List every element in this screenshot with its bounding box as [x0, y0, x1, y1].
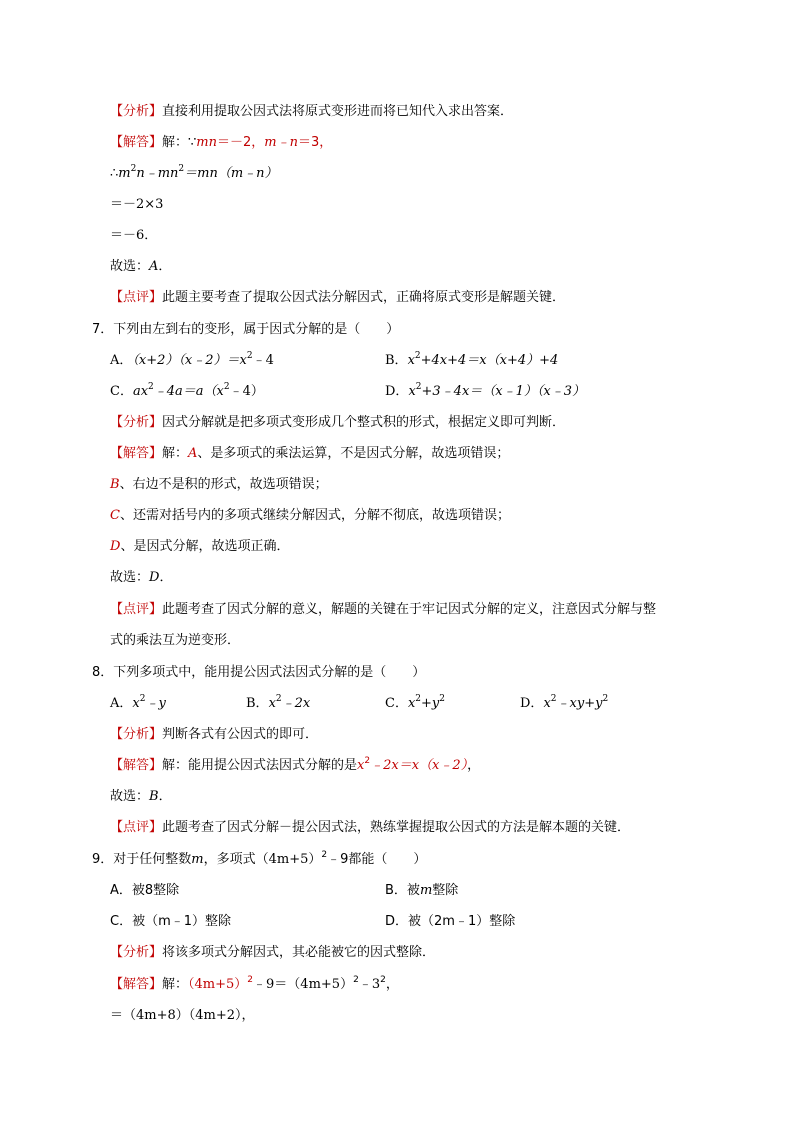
- analysis-tag: 【分析】: [110, 945, 163, 960]
- choice-letter: A: [149, 259, 159, 274]
- q6-review: [110, 289, 565, 307]
- option-sup2: 2: [439, 693, 446, 704]
- answer-text: 、右边不是积的形式，故选项错误；: [119, 477, 328, 492]
- analysis-text: 判断各式有公因式的即可．: [162, 727, 319, 742]
- analysis-tag: 【分析】: [110, 727, 163, 742]
- option-label: A．: [110, 696, 133, 711]
- q9-option-d: [385, 913, 515, 931]
- analysis-text: 因式分解就是把多项式变形成几个整式积的形式，根据定义即可判断．: [162, 415, 566, 430]
- answer-tag: 【解答】: [110, 758, 163, 773]
- q8-choice: [110, 788, 172, 806]
- option-text: （x+2）（x﹣2）＝x: [132, 353, 247, 368]
- choice-end: ．: [159, 570, 173, 585]
- cond-1-var: mn: [196, 135, 217, 150]
- option-sup: 2: [414, 350, 421, 361]
- q7-stem: 7．下列由左到右的变形，属于因式分解的是（ ）: [92, 322, 400, 337]
- choice-prefix: 故选：: [110, 570, 150, 585]
- q7-option-a: [110, 352, 274, 370]
- option-text: x: [132, 696, 140, 711]
- option-text: x: [268, 696, 276, 711]
- review-tag: 【点评】: [110, 290, 163, 305]
- answer-expr-b: ﹣9＝（4m+5）: [253, 977, 354, 992]
- q7-review: [110, 601, 656, 619]
- q7-option-b: [385, 352, 558, 370]
- option-text-b: 整除: [432, 883, 459, 898]
- q6-answer: [110, 134, 332, 152]
- answer-prefix: 解：能用提公因式法因式分解的是: [162, 758, 358, 773]
- q6-step-3: ＝－6．: [110, 228, 158, 243]
- step-1-sup: 2: [130, 163, 137, 174]
- option-text: ax: [132, 384, 149, 399]
- review-tag: 【点评】: [110, 602, 163, 617]
- step-1-prefix: ∴: [110, 166, 119, 181]
- step-1-a: m: [118, 166, 131, 181]
- q9-answer: [110, 976, 399, 994]
- option-text: x: [407, 696, 416, 711]
- q8-option-b: [246, 695, 310, 713]
- choice-prefix: 故选：: [110, 259, 150, 274]
- analysis-tag: 【分析】: [110, 415, 163, 430]
- q8-option-a: [110, 695, 166, 713]
- stem-a: 9．对于任何整数: [92, 852, 192, 867]
- cond-1-rest: ＝－2，: [217, 135, 265, 150]
- stem-c: ﹣9都能（ ）: [327, 852, 427, 867]
- stem-var: m: [191, 852, 204, 867]
- q9-stem: [92, 851, 426, 869]
- option-var: m: [419, 883, 433, 898]
- answer-expr-sup: 2: [364, 755, 371, 766]
- q8-stem: 8．下列多项式中，能用提公因式法因式分解的是（ ）: [92, 665, 426, 680]
- answer-letter: B: [110, 477, 120, 492]
- q7-answer-line-4: [110, 538, 289, 556]
- q6-choice: [110, 258, 171, 276]
- option-tail: +3﹣4x＝（x﹣1）（x﹣3）: [421, 384, 585, 399]
- option-mid: ﹣4a＝a（x: [153, 384, 224, 399]
- q8-review: [110, 819, 630, 837]
- q8-analysis: [110, 726, 318, 744]
- answer-letter: C: [110, 508, 120, 523]
- answer-text: 、是因式分解，故选项正确．: [120, 539, 290, 554]
- option-text: 被8整除: [131, 883, 180, 898]
- option-text: x: [543, 696, 551, 711]
- q8-option-d: [520, 695, 608, 713]
- option-text: x: [407, 353, 415, 368]
- answer-expr-sup: 2: [247, 974, 254, 985]
- option-sup: 2: [275, 693, 282, 704]
- answer-expr-sup2: 2: [353, 974, 359, 985]
- answer-expr-a: x: [357, 758, 365, 773]
- answer-expr-c: ﹣3: [358, 977, 381, 992]
- cond-2-rest: ＝3，: [297, 135, 333, 150]
- option-label: B．: [385, 353, 408, 368]
- option-label: A．: [110, 883, 132, 898]
- choice-letter: B: [149, 789, 159, 804]
- option-label: D．: [385, 384, 409, 399]
- option-sup2: 2: [223, 381, 230, 392]
- answer-letter: D: [110, 539, 121, 554]
- option-text: 被（2m﹣1）整除: [408, 914, 516, 929]
- review-text: 此题考查了因式分解－提公因式法，熟练掌握提取公因式的方法是解本题的关键．: [162, 820, 631, 835]
- q6-step-1: [110, 165, 278, 183]
- answer-text: 、还需对括号内的多项式继续分解因式，分解不彻底，故选项错误；: [119, 508, 510, 523]
- q6-analysis: [110, 103, 513, 121]
- q9-option-b: [385, 882, 458, 900]
- q7-review-cont: 式的乘法互为逆变形．: [110, 633, 241, 648]
- option-label: D．: [385, 914, 409, 929]
- option-sup: 2: [148, 381, 154, 392]
- answer-prefix: 解：: [162, 446, 189, 461]
- answer-letter: A: [188, 446, 198, 461]
- q9-option-c: [110, 913, 231, 931]
- q7-analysis: [110, 414, 565, 432]
- option-mid: +y: [421, 696, 440, 711]
- answer-tag: 【解答】: [110, 977, 163, 992]
- q7-option-d: [385, 383, 585, 401]
- review-text-1: 此题考查了因式分解的意义，解题的关键在于牢记因式分解的定义，注意因式分解与整: [162, 602, 657, 617]
- option-label: D．: [520, 696, 544, 711]
- option-label: C．: [385, 696, 408, 711]
- review-text: 此题主要考查了提取公因式法分解因式，正确将原式变形是解题关键．: [162, 290, 566, 305]
- option-tail: +4x+4＝x（x+4）+4: [420, 353, 559, 368]
- option-tail: ﹣y: [145, 696, 166, 711]
- option-label: B．: [246, 696, 269, 711]
- q9-option-a: [110, 882, 179, 900]
- answer-expr-a: （4m+5）: [188, 977, 248, 992]
- step-1-c: ＝mn（m﹣n）: [184, 166, 278, 181]
- q7-answer-line-1: [110, 445, 509, 463]
- analysis-text: 直接利用提取公因式法将原式变形进而将已知代入求出答案．: [162, 104, 514, 119]
- option-tail: ﹣2x: [281, 696, 311, 711]
- option-label: A．: [110, 353, 133, 368]
- answer-end: ，: [467, 758, 481, 773]
- option-sup2: 2: [602, 693, 609, 704]
- step-1-sup2: 2: [178, 163, 185, 174]
- answer-prefix: 解：∵: [162, 135, 197, 150]
- answer-end: ，: [385, 977, 399, 992]
- q7-answer-line-3: [110, 507, 510, 525]
- cond-2: m﹣n: [264, 135, 298, 150]
- answer-tag: 【解答】: [110, 135, 163, 150]
- option-sup: 2: [550, 693, 557, 704]
- choice-prefix: 故选：: [110, 789, 150, 804]
- answer-text: 、是多项式的乘法运算，不是因式分解，故选项错误；: [197, 446, 510, 461]
- option-label: C．: [110, 914, 133, 929]
- answer-prefix: 解：: [162, 977, 189, 992]
- review-tag: 【点评】: [110, 820, 163, 835]
- option-label: B．: [385, 883, 407, 898]
- q9-step-2: ＝（4m+8）（4m+2），: [110, 1008, 255, 1023]
- option-label: C．: [110, 384, 133, 399]
- choice-end: ．: [158, 789, 172, 804]
- q8-option-c: [385, 695, 445, 713]
- option-text: x: [408, 384, 416, 399]
- analysis-tag: 【分析】: [110, 104, 163, 119]
- option-sup: 2: [246, 350, 253, 361]
- option-text-a: 被: [406, 883, 420, 898]
- q6-step-2: ＝－2×3: [110, 197, 164, 212]
- option-sup: 2: [415, 381, 422, 392]
- q9-analysis: [110, 944, 435, 962]
- option-tail: ﹣4: [252, 353, 274, 368]
- option-sup: 2: [415, 693, 422, 704]
- stem-b: ，多项式（4m+5）: [203, 852, 322, 867]
- step-1-b: n﹣mn: [136, 166, 179, 181]
- answer-expr-sup3: 2: [380, 974, 386, 985]
- choice-letter: D: [149, 570, 160, 585]
- stem-sup: 2: [321, 849, 328, 860]
- option-sup: 2: [139, 693, 146, 704]
- q7-choice: [110, 569, 172, 587]
- q7-answer-line-2: [110, 476, 328, 494]
- option-mid: ﹣xy+y: [556, 696, 603, 711]
- choice-end: ．: [158, 259, 172, 274]
- answer-tag: 【解答】: [110, 446, 163, 461]
- answer-expr-b: ﹣2x＝x（x﹣2）: [370, 758, 468, 773]
- q7-option-c: [110, 383, 264, 401]
- q8-answer: [110, 757, 480, 775]
- option-text: 被（m﹣1）整除: [132, 914, 232, 929]
- option-tail: ﹣4）: [229, 384, 264, 399]
- analysis-text: 将该多项式分解因式，其必能被它的因式整除．: [162, 945, 436, 960]
